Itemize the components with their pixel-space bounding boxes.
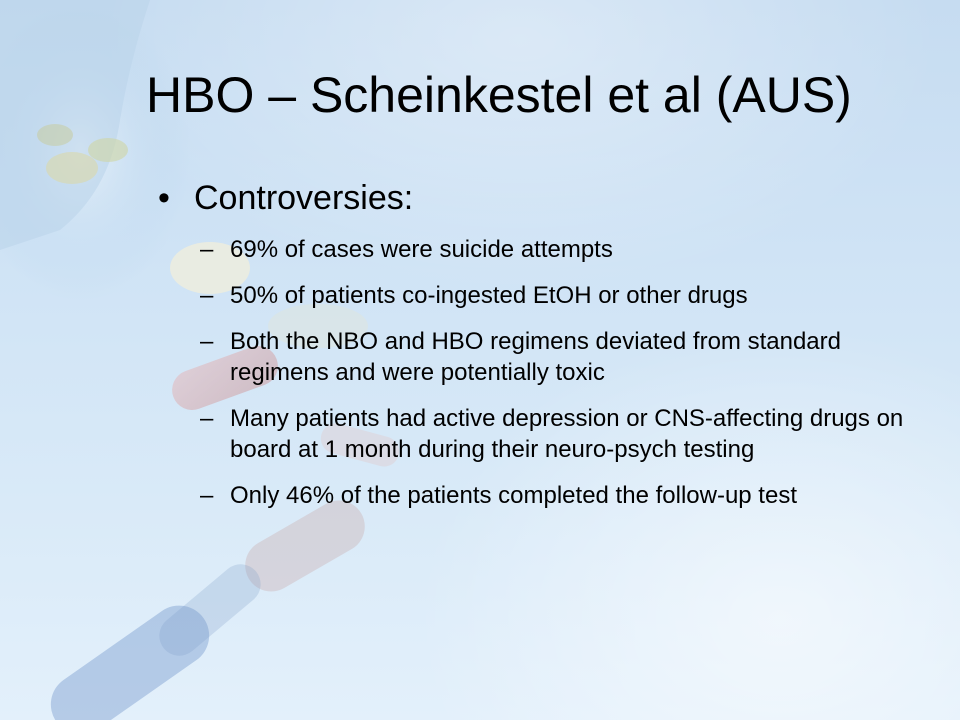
dash-icon: – <box>200 405 214 432</box>
sub-bullet-text: Only 46% of the patients completed the follow-up test <box>230 482 797 509</box>
bullet-list <box>158 176 938 526</box>
sub-bullet-text: Both the NBO and HBO regimens deviated from standard regimens and were potentially toxic <box>230 328 841 386</box>
sub-bullet <box>158 234 938 265</box>
sub-bullet <box>158 403 938 465</box>
dash-icon: – <box>200 282 214 309</box>
bullet-heading <box>158 176 938 220</box>
bullet-icon: • <box>158 179 170 217</box>
sub-bullet <box>158 326 938 388</box>
sub-bullet-text: 50% of patients co-ingested EtOH or other drugs <box>230 282 748 309</box>
sub-bullet-text: Many patients had active depression or CNS-affecting drugs on board at 1 month during their neuro-psych testing <box>230 405 904 463</box>
dash-icon: – <box>200 482 214 509</box>
sub-bullet <box>158 280 938 311</box>
slide-title: HBO – Scheinkestel et al (AUS) <box>146 67 852 123</box>
dash-icon: – <box>200 236 214 263</box>
dash-icon: – <box>200 328 214 355</box>
sub-bullet-text: 69% of cases were suicide attempts <box>230 236 613 263</box>
sub-bullet <box>158 480 938 511</box>
bullet-heading-text: Controversies: <box>194 179 414 217</box>
